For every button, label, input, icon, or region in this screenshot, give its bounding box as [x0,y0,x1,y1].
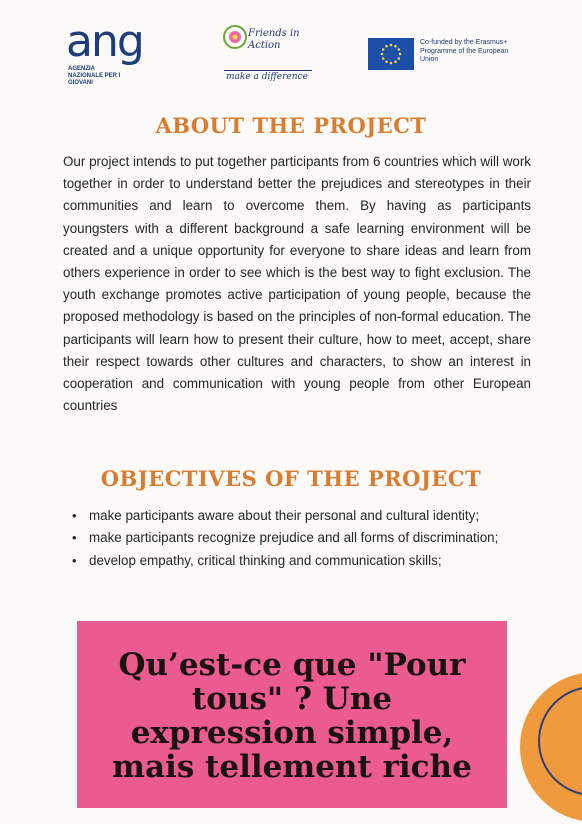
flower-icon [222,24,248,50]
bullet-icon: • [72,508,77,523]
ang-logo [66,16,176,100]
eu-logo [368,38,528,74]
list-item [63,505,533,527]
about-body: Our project intends to put together participants from 6 countries which will work together in order to understand better the prejudices and stereotypes in their communities and learn to overcome them. By having as participants youngsters with a different background a safe learning environment will be created and a unique opportunity for everyone to share ideas and learn from others experience in order to see which is the best way to fight exclusion. The youth exchange promotes active participation of young people, because the proposed methodology is based on the principles of non-formal education. The participants will learn how to present their culture, how to meet, accept, share their respect towards other cultures and characters, to show an interest in cooperation and communication with young people from other European countries [63,154,531,414]
objectives-list [63,505,533,572]
title-overlay-banner [77,621,507,808]
eu-flag-icon [368,38,414,70]
objectives-heading: OBJECTIVES OF THE PROJECT [100,466,482,491]
logo-row [0,16,582,94]
bullet-icon: • [72,552,77,568]
friends-in-action-logo [220,22,320,92]
list-item [63,527,533,549]
fia-divider [224,70,312,71]
objective-text: develop empathy, critical thinking and communication skills; [89,552,442,568]
overlay-title: Qu’est-ce que "Pour tous" ? Une expression simple, mais tellement riche [112,646,472,785]
eu-funding-text: Co-funded by the Erasmus+ Programme of the European Union [420,39,509,63]
objective-text: make participants recognize prejudice and all forms of discrimination; [89,530,499,546]
bullet-icon: • [72,530,77,546]
fia-name: Friends in Action [248,28,300,51]
ang-caption: AGENZIA NAZIONALE PER I GIOVANI [68,66,121,86]
ang-wordmark: ang [66,16,143,67]
objective-text: make participants aware about their personal and cultural identity; [89,508,480,523]
about-heading: ABOUT THE PROJECT [155,113,427,138]
list-item [63,550,533,572]
fia-tagline: make a difference [226,72,308,82]
